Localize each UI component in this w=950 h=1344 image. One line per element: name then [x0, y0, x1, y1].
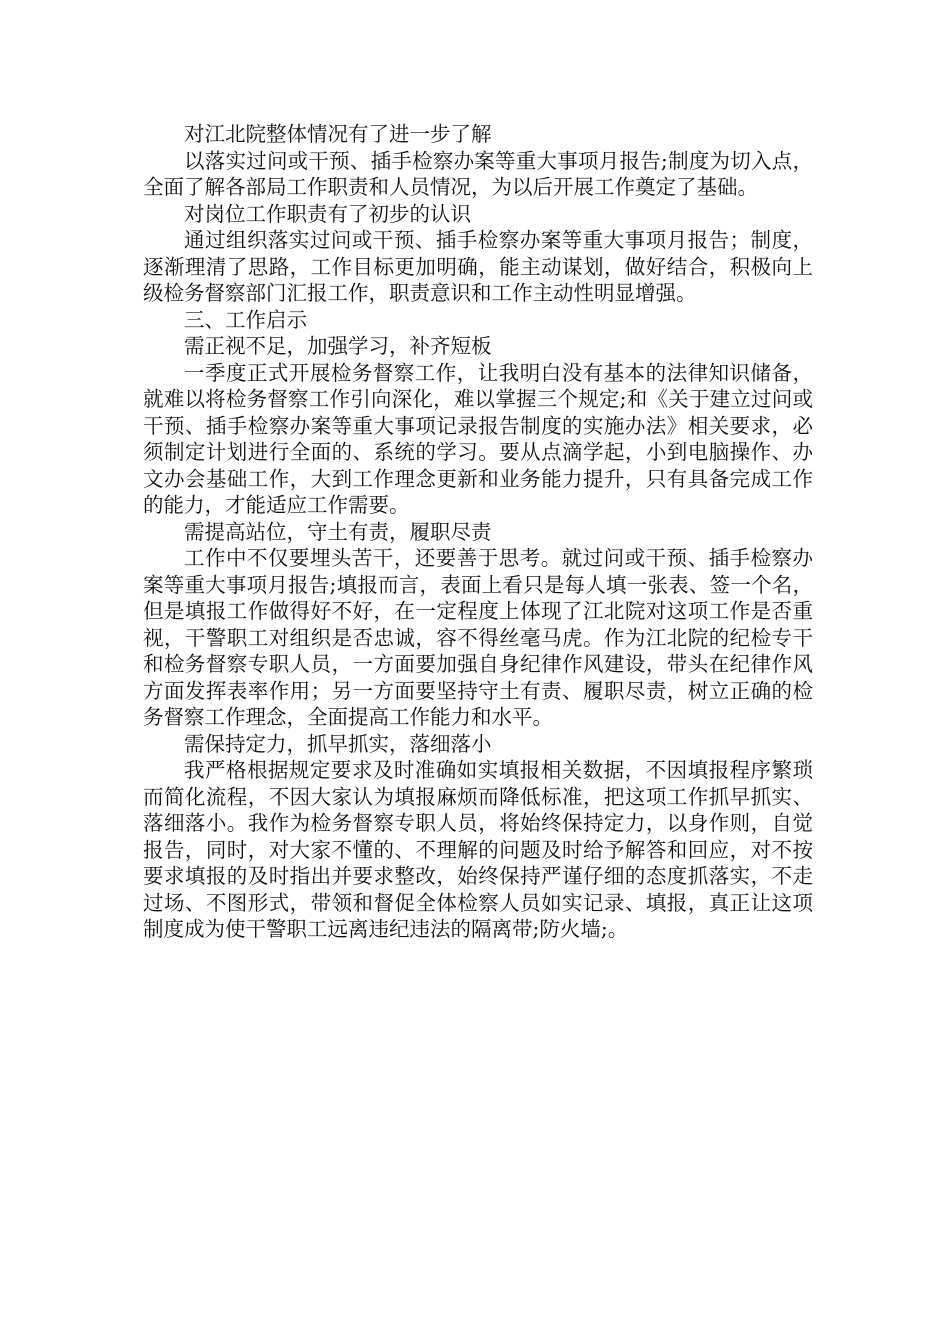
document-body: [143, 121, 813, 943]
paragraph-study: 一季度正式开展检务督察工作，让我明白没有基本的法律知识储备，就难以将检务督察工作引向深化，难以掌握三个规定;和《关于建立过问或干预、插手检察办案等重大事项记录报告制度的实施办法》相关要求，必须制定计划进行全面的、系统的学习。要从点滴学起，小到电脑操作、办文办会基础工作，大到工作理念更新和业务能力提升，只有具备完成工作的能力，才能适应工作需要。: [143, 360, 813, 517]
section-heading-insights: 三、工作启示: [184, 307, 307, 332]
heading-responsibilities: 对岗位工作职责有了初步的认识: [184, 201, 471, 226]
paragraph-duty: 工作中不仅要埋头苦干，还要善于思考。就过问或干预、插手检察办案等重大事项月报告;填报而言，表面上看只是每人填一张表、签一个名，但是填报工作做得好不好，在一定程度上体现了江北院对这项工作是否重视，干警职工对组织是否忠诚，容不得丝毫马虎。作为江北院的纪检专干和检务督察专职人员，一方面要加强自身纪律作风建设，带头在纪律作风方面发挥表率作用；另一方面要坚持守土有责、履职尽责，树立正确的检务督察工作理念，全面提高工作能力和水平。: [143, 546, 813, 729]
paragraph-understanding: 以落实过问或干预、插手检察办案等重大事项月报告;制度为切入点，全面了解各部局工作职责和人员情况，为以后开展工作奠定了基础。: [143, 148, 813, 199]
heading-study: 需正视不足，加强学习，补齐短板: [184, 334, 492, 358]
paragraph-focus: 我严格根据规定要求及时准确如实填报相关数据，不因填报程序繁琐而简化流程，不因大家认为填报麻烦而降低标准，把这项工作抓早抓实、落细落小。我作为检务督察专职人员，将始终保持定力，以身作则，自觉报告，同时，对大家不懂的、不理解的问题及时给予解答和回应，对不按要求填报的及时指出并要求整改，始终保持严谨仔细的态度抓落实，不走过场、不图形式，带领和督促全体检察人员如实记录、填报，真正让这项制度成为使干警职工远离违纪违法的隔离带;防火墙;。: [143, 758, 813, 941]
heading-understanding: 对江北院整体情况有了进一步了解: [184, 122, 492, 146]
heading-focus: 需保持定力，抓早抓实，落细落小: [184, 731, 492, 756]
heading-duty: 需提高站位，守土有责，履职尽责: [184, 519, 492, 544]
paragraph-responsibilities: 通过组织落实过问或干预、插手检察办案等重大事项月报告；制度，逐渐理清了思路，工作目标更加明确，能主动谋划，做好结合，积极向上级检务督察部门汇报工作，职责意识和工作主动性明显增强。: [143, 228, 813, 305]
